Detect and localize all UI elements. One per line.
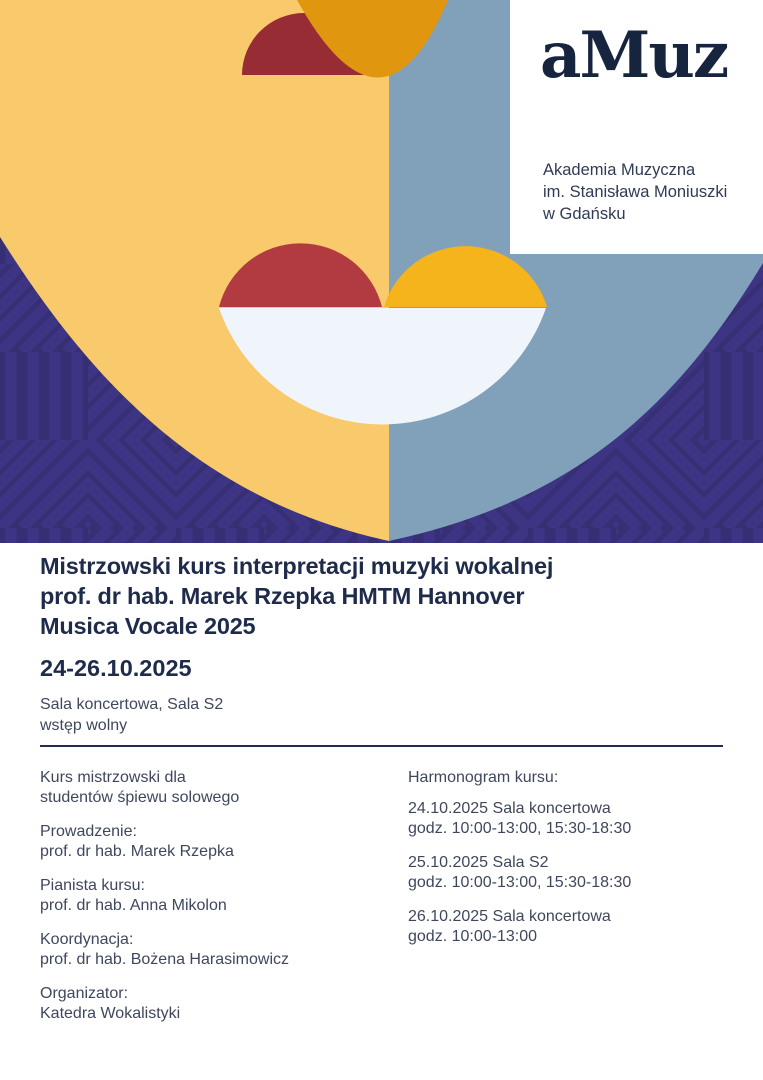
event-title-line: Musica Vocale 2025 [40,613,256,639]
institution-line: Akademia Muzyczna [543,161,696,179]
schedule-time-line: godz. 10:00-13:00, 15:30-18:30 [408,820,632,837]
amuz-logo: aMuz [540,18,728,93]
schedule-column [408,768,631,961]
course-leader-block [40,822,289,862]
schedule-date-line: 26.10.2025 Sala koncertowa [408,908,611,925]
venue-line: Sala koncertowa, Sala S2 [40,696,224,713]
course-organizer-block [40,984,289,1024]
course-pianist-block [40,876,289,916]
schedule-date-line: 25.10.2025 Sala S2 [408,854,549,871]
event-title-line: Mistrzowski kurs interpretacji muzyki wokalnej [40,553,554,579]
detail-label: Koordynacja: [40,931,134,948]
course-coordination-block [40,930,289,970]
event-title [40,551,553,641]
detail-line: prof. dr hab. Anna Mikolon [40,897,227,914]
divider-rule [40,745,723,747]
venue-info [40,694,223,736]
schedule-time-line: godz. 10:00-13:00 [408,928,537,945]
detail-line: studentów śpiewu solowego [40,789,240,806]
detail-line: Katedra Wokalistyki [40,1005,181,1022]
institution-name [543,159,727,225]
schedule-item [408,853,631,893]
event-dates: 24-26.10.2025 [40,655,192,681]
schedule-time-line: godz. 10:00-13:00, 15:30-18:30 [408,874,632,891]
institution-line: w Gdańsku [543,205,626,223]
detail-label: Organizator: [40,985,129,1002]
detail-line: Kurs mistrzowski dla [40,769,186,786]
detail-label: Prowadzenie: [40,823,137,840]
institution-line: im. Stanisława Moniuszki [543,183,728,201]
schedule-item [408,907,631,947]
schedule-item [408,799,631,839]
detail-line: prof. dr hab. Bożena Harasimowicz [40,951,289,968]
detail-line: prof. dr hab. Marek Rzepka [40,843,234,860]
course-audience-block [40,768,289,808]
event-title-line: prof. dr hab. Marek Rzepka HMTM Hannover [40,583,525,609]
schedule-date-line: 24.10.2025 Sala koncertowa [408,800,611,817]
schedule-heading: Harmonogram kursu: [408,769,559,786]
detail-label: Pianista kursu: [40,877,145,894]
admission-line: wstęp wolny [40,717,128,734]
course-details-column [40,768,289,1038]
